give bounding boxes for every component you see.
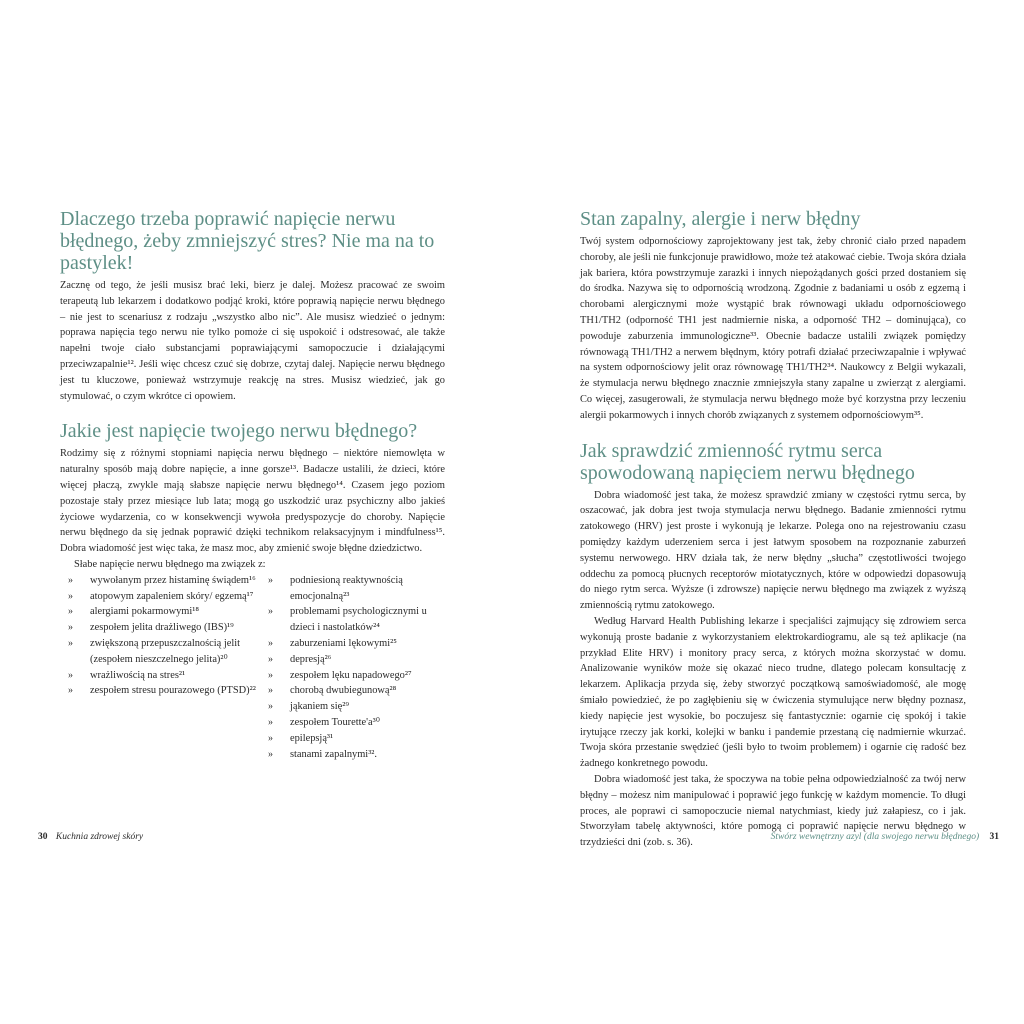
paragraph-inflammation: Twój system odpornościowy zaprojektowany jest tak, żeby chronić ciało przed napadem choroby, ale jeśli nie funkcjonuje prawidłowo, może też atakować ciebie. Twoja skóra działa jak bariera, która powstrzymuje zarazki i innych niepożądanych gości przed dostaniem się do środka. Nazywa się to odpornością wrodzoną. Zgodnie z badaniami u osób z egzemą i chorobami alergicznymi może wystąpić brak równowagi układu odpornościowego TH1/TH2 (odporność TH1 jest nadmiernie niska, a odporność TH2 – dominująca), co powoduje zaburzenia immunologiczne³³. Obecnie badacze ustalili związek pomiędzy równowagą TH1/TH2 a nerwem błędnym, który potrafi działać przeciwzapalnie i wpływać na system odpornościowy jelit oraz równowagę TH1/TH2³⁴. Naukowcy z Belgii wykazali, że stymulacja nerwu błędnego znacznie zmniejszyła stany zapalne u zwierząt z alergiami. Co więcej, zasugerowali, że stymulacja nerwu błędnego może być korzystna przy leczeniu alergii pokarmowych i innych chorób związanych z systemem odpornościowym³⁵.	[580, 236, 966, 421]
bullet-glyph: »	[268, 685, 273, 697]
list-item: » depresją²⁶	[260, 652, 445, 668]
list-item: » chorobą dwubiegunową²⁸	[260, 683, 445, 699]
bullet-glyph: »	[268, 669, 273, 681]
list-item: » zespołem jelita drażliwego (IBS)¹⁹	[60, 620, 260, 636]
bullet-glyph: »	[268, 606, 273, 618]
list-item: » zaburzeniami lękowymi²⁵	[260, 636, 445, 652]
list-item: » atopowym zapaleniem skóry/ egzemą¹⁷	[60, 589, 260, 605]
bullet-glyph: »	[268, 574, 273, 586]
bullet-glyph: »	[268, 748, 273, 760]
page-number: 30	[38, 832, 48, 842]
bullet-glyph: »	[68, 637, 73, 649]
running-title: Kuchnia zdrowej skóry	[55, 832, 144, 842]
list-item: » zespołem lęku napadowego²⁷	[260, 668, 445, 684]
bullet-glyph: »	[68, 685, 73, 697]
bullet-glyph: »	[68, 669, 73, 681]
section-heading-stress: Dlaczego trzeba poprawić napięcie nerwu błędnego, żeby zmniejszyć stres? Nie ma na to pastylek!	[60, 208, 435, 274]
list-item: » alergiami pokarmowymi¹⁸	[60, 604, 260, 620]
page-number: 31	[989, 832, 999, 842]
conditions-list-column-1	[60, 573, 260, 763]
paragraph-hrv-2: Według Harvard Health Publishing lekarze i specjaliści zajmujący się zdrowiem serca wykonują proste badanie z wykorzystaniem elektrokardiogramu, ale są też aplikacje (na przykład Elite HRV) i monitory pracy serca, z których można skorzystać w domu. Analizowanie wyników może się okazać nieco trudne, dlatego polecam konsultację z lekarzem. Aplikacja przyda się, żeby stworzyć początkową samoświadomość, ale mogę śmiało powiedzieć, że po zagłębieniu się w ćwiczenia stymulujące nerw błędny poznasz, kiedy napięcie jest wysokie, bo poczujesz się fantastycznie: ogarnie cię spokój i takie irytujące rzeczy jak korki, kolejki w banku i pandemie przestaną cię nadmiernie wkurzać. Twoja skóra przestanie swędzieć (jeśli było to twoim problemem) i ogarnie cię radość bez żadnego konkretnego powodu.	[580, 615, 966, 770]
paragraph-stress: Zacznę od tego, że jeśli musisz brać leki, bierz je dalej. Możesz pracować ze swoim terapeutą lub lekarzem i dodatkowo podjąć kroki, które poprawią napięcie nerwu błędnego – nie jest to scenariusz z rodzaju „wszystko albo nic”. Ale musisz wiedzieć o jednym: poprawa napięcia tego nerwu nie tylko pomoże ci się uspokoić i odstresować, ale także napełni twoje ciało substancjami poprawiającymi samopoczucie i działającymi przeciwzapalnie¹². Jeśli więc chcesz czuć się dobrze, czytaj dalej. Napięcie nerwu błędnego jest tu kluczowe, ponieważ wstrzymuje reakcję na stres. Musisz wiedzieć, jak go stymulować, o czym wkrótce ci opowiem.	[60, 280, 445, 402]
list-intro: Słabe napięcie nerwu błędnego ma związek z:	[74, 558, 266, 570]
left-text-column	[60, 208, 445, 762]
list-item: » stanami zapalnymi³².	[260, 747, 445, 763]
bullet-glyph: »	[68, 606, 73, 618]
bullet-glyph: »	[268, 732, 273, 744]
conditions-list	[60, 573, 445, 763]
conditions-list-column-2	[260, 573, 445, 763]
right-page-footer	[771, 830, 999, 844]
paragraph-vagal-tone: Rodzimy się z różnymi stopniami napięcia nerwu błędnego – niektóre niemowlęta w naturalny sposób mają dobre napięcie, a inne gorsze¹³. Badacze ustalili, że dzieci, które więcej płaczą, zwykle mają słabsze napięcie nerwu błędnego¹⁴. Czasem jego poziom pozostaje stały przez miesiące lub lata; mogą go uszkodzić uraz psychiczny albo jakieś życiowe wydarzenia, co w konsekwencji wywoła predyspozycje do choroby. Napięcie nerwu błędnego da się jednak poprawić dzięki technikom relaksacyjnym i mindfulness¹⁵. Dobra wiadomość jest więc taka, że masz moc, aby zmienić swoje błędne dziedzictwo.	[60, 448, 445, 555]
list-item: » wywołanym przez histaminę świądem¹⁶	[60, 573, 260, 589]
section-heading-vagal-tone: Jakie jest napięcie twojego nerwu błędnego?	[60, 420, 418, 443]
list-item: » zespołem Tourette'a³⁰	[260, 715, 445, 731]
list-item: » podniesioną reaktywnością emocjonalną²³	[268, 574, 403, 602]
bullet-glyph: »	[268, 716, 273, 728]
right-text-column	[580, 208, 966, 851]
bullet-glyph: »	[68, 574, 73, 586]
paragraph-hrv-3: Dobra wiadomość jest taka, że spoczywa na tobie pełna odpowiedzialność za twój nerw błędny – możesz nim manipulować i poprawić jego funkcję w każdym momencie. To długi proces, ale poprawi ci samopoczucie niemal natychmiast, kiedy już załapiesz, co i jak. Stworzyłam tabelę aktywności, które pomogą ci poprawić napięcie nerwu błędnego w trzydzieści dni (zob. s. 36).	[580, 773, 966, 849]
running-title: Stwórz wewnętrzny azyl (dla swojego nerwu błędnego)	[770, 832, 980, 842]
right-page	[512, 0, 1024, 1024]
bullet-glyph: »	[68, 622, 73, 634]
bullet-glyph: »	[68, 590, 73, 602]
bullet-glyph: »	[268, 701, 273, 713]
section-heading-hrv: Jak sprawdzić zmienność rytmu serca spowodowaną napięciem nerwu błędnego	[580, 439, 915, 484]
list-item: » problemami psychologicznymi u dzieci i nastolatków²⁴	[268, 606, 427, 634]
list-item: » zespołem stresu pourazowego (PTSD)²²	[60, 683, 260, 699]
left-page-footer	[38, 830, 143, 844]
list-item: » wrażliwością na stres²¹	[60, 668, 260, 684]
list-item: » zwiększoną przepuszczalnością jelit (zespołem nieszczelnego jelita)²⁰	[68, 637, 241, 665]
bullet-glyph: »	[268, 653, 273, 665]
bullet-glyph: »	[268, 637, 273, 649]
list-item: » jąkaniem się²⁹	[260, 699, 445, 715]
list-item: » epilepsją³¹	[260, 731, 445, 747]
paragraph-hrv-1: Dobra wiadomość jest taka, że możesz sprawdzić zmiany w częstości rytmu serca, by oszacować, jak dobra jest twoja stymulacja nerwu błędnego. Badanie zmienności rytmu zatokowego (HRV) jest proste i wykonują je lekarze. Polega ono na rejestrowaniu czasu pomiędzy każdym uderzeniem serca i jest łatwym sposobem na rozpoznanie zaburzeń systemu nerwowego. HRV działa tak, że nerw błędny „słucha” częstotliwości twojego oddechu za pomocą płucnych receptorów miotatycznych, które w odpowiedzi dopasowują do niego rytm serca. Wyższe (i zdrowsze) napięcie nerwu błędnego ma związek z wyższą zmiennością rytmu zatokowego.	[580, 489, 966, 612]
section-heading-inflammation: Stan zapalny, alergie i nerw błędny	[580, 208, 861, 230]
